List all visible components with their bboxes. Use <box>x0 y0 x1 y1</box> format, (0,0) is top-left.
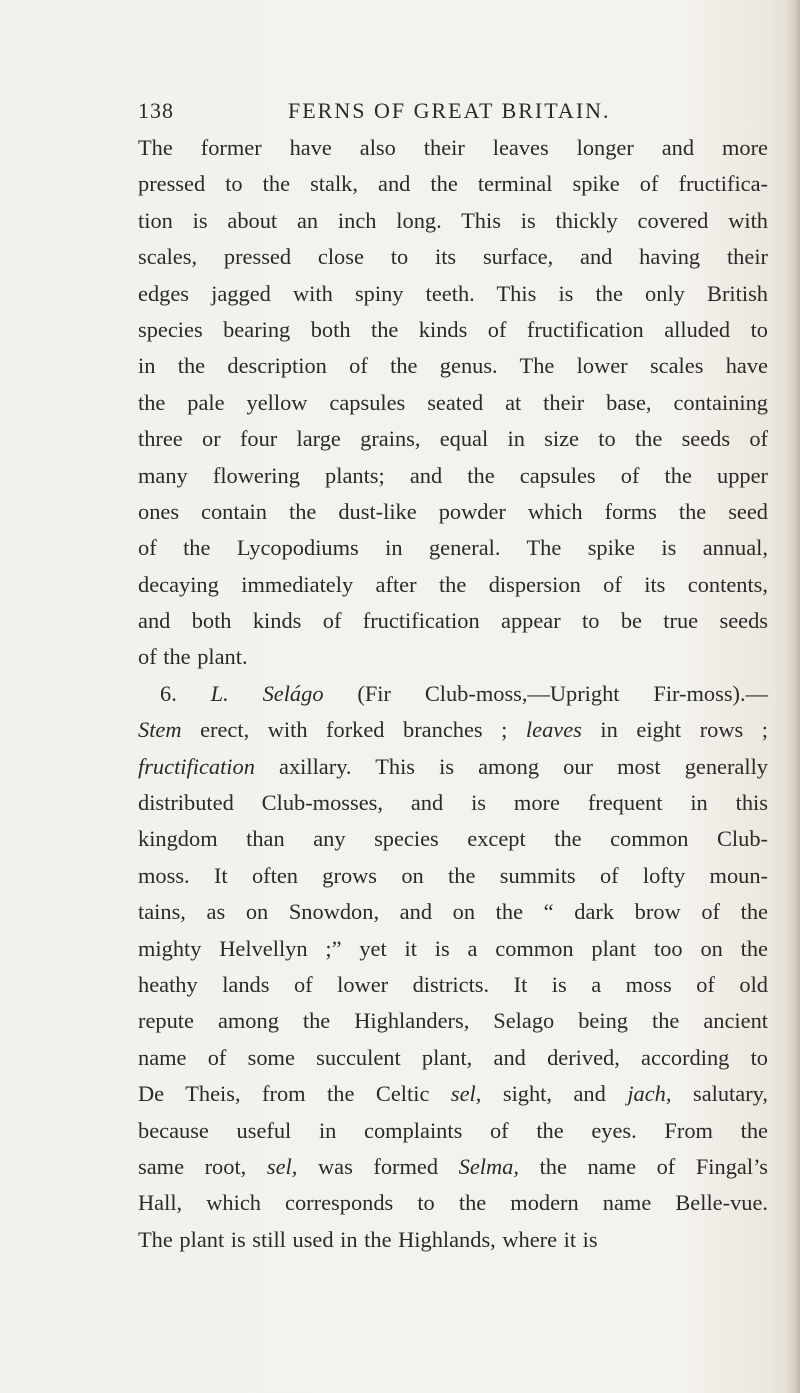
italic-text: Selma, <box>458 1153 519 1179</box>
text-line <box>138 749 768 785</box>
italic-text: L. Selágo <box>210 680 324 706</box>
text-run: De Theis, from the Celtic <box>138 1081 451 1107</box>
italic-text: fructification <box>138 753 255 779</box>
text-line <box>138 821 768 857</box>
text-run: same root, <box>138 1153 267 1179</box>
text-line <box>138 1222 768 1258</box>
text-run: kingdom than any species except the common Club- <box>138 826 768 852</box>
text-run: salutary, <box>671 1081 769 1107</box>
text-run: many flowering plants; and the capsules of the upper <box>138 462 768 488</box>
text-line <box>138 639 768 675</box>
text-run: scales, pressed close to its surface, and having their <box>138 244 768 270</box>
text-line <box>138 312 768 348</box>
running-title: FERNS OF GREAT BRITAIN. <box>288 98 611 123</box>
text-run: name of some succulent plant, and derived, according to <box>138 1044 768 1070</box>
text-line <box>138 1185 768 1221</box>
text-line <box>138 385 768 421</box>
text-run: erect, with forked branches ; <box>181 717 526 743</box>
running-head <box>138 98 778 130</box>
text-run: repute among the Highlanders, Selago being the ancient <box>138 1008 768 1034</box>
text-run: pressed to the stalk, and the terminal spike of fructifica- <box>138 171 768 197</box>
text-run: of the plant. <box>138 644 248 670</box>
text-run: the name of Fingal’s <box>518 1153 769 1179</box>
text-line <box>138 1113 768 1149</box>
text-line <box>138 603 768 639</box>
italic-text: sel, <box>266 1153 298 1179</box>
text-run: the pale yellow capsules seated at their base, containing <box>138 389 768 415</box>
text-line <box>138 1076 768 1112</box>
page-edge-shadow <box>786 0 800 1393</box>
text-run: edges jagged with spiny teeth. This is the only British <box>138 280 768 306</box>
text-line <box>138 1149 768 1185</box>
text-line <box>138 1003 768 1039</box>
text-run: The plant is still used in the Highlands, where it is <box>138 1226 598 1252</box>
italic-text: sel, <box>450 1081 482 1107</box>
text-run: and both kinds of fructification appear to be true seeds <box>138 608 768 634</box>
italic-text: leaves <box>525 717 582 743</box>
page-number: 138 <box>138 98 174 123</box>
text-run: Hall, which corresponds to the modern name Belle-vue. <box>138 1190 768 1216</box>
text-run: axillary. This is among our most generally <box>254 753 768 779</box>
text-line <box>138 494 768 530</box>
text-run: was formed <box>297 1153 459 1179</box>
text-line <box>138 894 768 930</box>
text-line <box>138 348 768 384</box>
text-line <box>138 276 768 312</box>
text-line <box>138 567 768 603</box>
text-run: ones contain the dust-like powder which forms the seed <box>138 498 768 524</box>
text-line <box>138 130 768 166</box>
text-line <box>138 785 768 821</box>
text-line <box>138 1040 768 1076</box>
text-line <box>138 967 768 1003</box>
text-run: moss. It often grows on the summits of lofty moun- <box>138 862 768 888</box>
text-run: (Fir Club-moss,—Upright Fir-moss).— <box>323 680 768 706</box>
text-run: in eight rows ; <box>581 717 768 743</box>
text-run: distributed Club-mosses, and is more frequent in this <box>138 790 768 816</box>
italic-text: jach, <box>627 1081 672 1107</box>
text-run: 6. <box>160 680 211 706</box>
text-line <box>138 931 768 967</box>
text-run: three or four large grains, equal in size to the seeds of <box>138 426 768 452</box>
text-run: tion is about an inch long. This is thickly covered with <box>138 207 768 233</box>
text-line <box>138 530 768 566</box>
text-line <box>138 239 768 275</box>
text-run: sight, and <box>481 1081 628 1107</box>
text-run: because useful in complaints of the eyes. From the <box>138 1117 768 1143</box>
text-run: tains, as on Snowdon, and on the “ dark brow of the <box>138 899 768 925</box>
text-line <box>138 166 768 202</box>
text-run: of the Lycopodiums in general. The spike is annual, <box>138 535 768 561</box>
text-line <box>138 676 768 712</box>
text-line <box>138 858 768 894</box>
text-run: in the description of the genus. The lower scales have <box>138 353 768 379</box>
italic-text: Stem <box>138 717 182 743</box>
text-run: heathy lands of lower districts. It is a moss of old <box>138 971 768 997</box>
text-line <box>138 203 768 239</box>
body-text <box>138 130 768 1258</box>
text-run: species bearing both the kinds of fructification alluded to <box>138 316 768 342</box>
text-run: The former have also their leaves longer and more <box>138 135 768 160</box>
text-line <box>138 712 768 748</box>
text-line <box>138 458 768 494</box>
text-run: decaying immediately after the dispersion of its contents, <box>138 571 768 597</box>
text-line <box>138 421 768 457</box>
text-run: mighty Helvellyn ;” yet it is a common plant too on the <box>138 935 768 961</box>
